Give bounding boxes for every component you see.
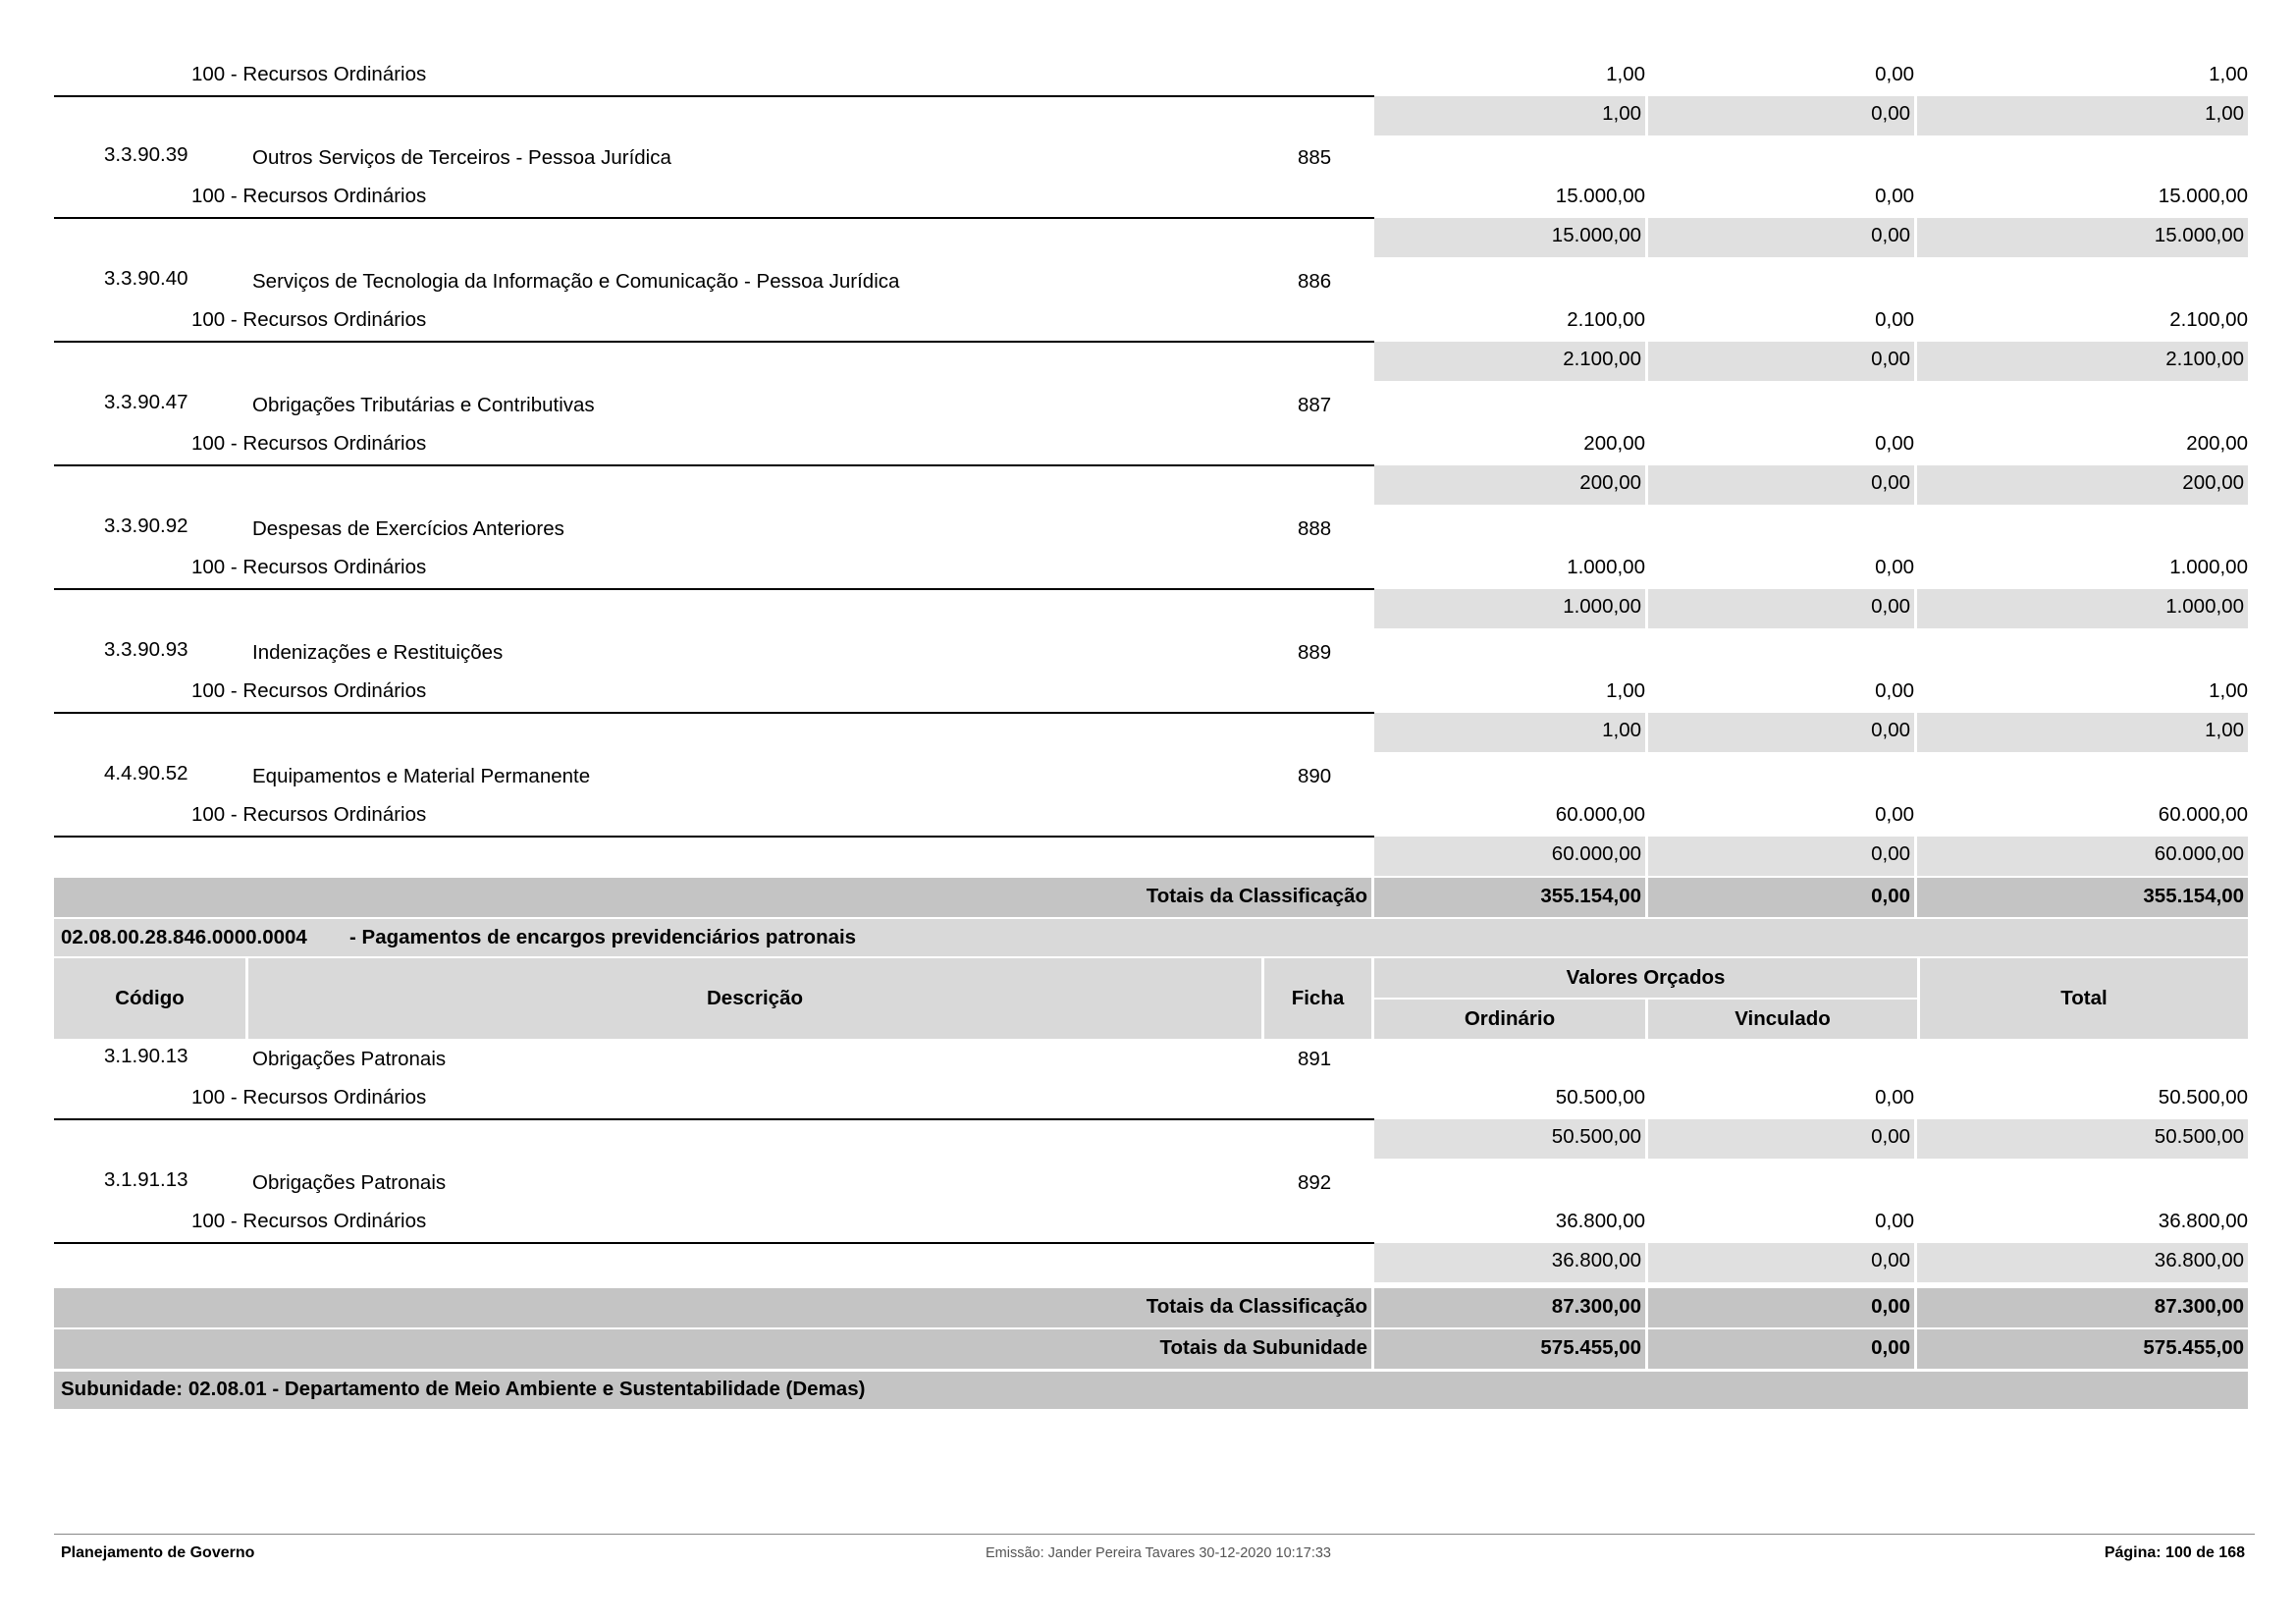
totals-classificacao-label: Totais da Classificação bbox=[1146, 1295, 1367, 1318]
item-descricao: Equipamentos e Material Permanente bbox=[252, 765, 591, 787]
header-valores-orcados: Valores Orçados bbox=[1566, 966, 1726, 989]
separator-line bbox=[54, 341, 1374, 343]
subunidade-title: Subunidade: 02.08.01 - Departamento de Meio Ambiente e Sustentabilidade (Demas) bbox=[61, 1378, 866, 1400]
source-label: 100 - Recursos Ordinários bbox=[191, 432, 427, 455]
subtotal-total: 60.000,00 bbox=[2154, 842, 2244, 865]
separator-line bbox=[54, 836, 1374, 838]
source-label: 100 - Recursos Ordinários bbox=[191, 679, 427, 702]
cell-divider bbox=[1914, 878, 1917, 917]
ordinario-value: 2.100,00 bbox=[1567, 308, 1645, 331]
subtotal-vinculado: 0,00 bbox=[1871, 842, 1910, 865]
totals-classificacao-vinculado: 0,00 bbox=[1871, 885, 1910, 907]
item-codigo: 3.1.91.13 bbox=[104, 1168, 188, 1191]
separator-line bbox=[54, 1242, 1374, 1244]
vinculado-value: 0,00 bbox=[1875, 432, 1914, 455]
item-codigo: 3.3.90.40 bbox=[104, 267, 188, 290]
separator-line bbox=[54, 1118, 1374, 1120]
totals-classificacao-vinculado: 0,00 bbox=[1871, 1295, 1910, 1318]
item-ficha: 891 bbox=[1298, 1048, 1332, 1070]
subtotal-ordinario: 2.100,00 bbox=[1563, 348, 1641, 370]
totals-classificacao-ordinario: 87.300,00 bbox=[1551, 1295, 1641, 1318]
subtotal-vinculado: 0,00 bbox=[1871, 471, 1910, 494]
item-ficha: 890 bbox=[1298, 765, 1332, 787]
subtotal-total: 50.500,00 bbox=[2154, 1125, 2244, 1148]
vinculado-value: 0,00 bbox=[1875, 803, 1914, 826]
separator-line bbox=[54, 95, 1374, 97]
subtotal-ordinario: 60.000,00 bbox=[1551, 842, 1641, 865]
source-label: 100 - Recursos Ordinários bbox=[191, 308, 427, 331]
totals-subunidade-vinculado: 0,00 bbox=[1871, 1336, 1910, 1359]
separator-line bbox=[54, 464, 1374, 466]
source-label: 100 - Recursos Ordinários bbox=[191, 556, 427, 578]
subtotal-total: 1,00 bbox=[2205, 719, 2244, 741]
subtotal-ordinario: 50.500,00 bbox=[1551, 1125, 1641, 1148]
subtotal-ordinario: 200,00 bbox=[1579, 471, 1641, 494]
separator-line bbox=[54, 217, 1374, 219]
classification-code: 02.08.00.28.846.0000.0004 bbox=[61, 926, 307, 948]
header-codigo: Código bbox=[115, 987, 185, 1009]
header-ficha: Ficha bbox=[1291, 987, 1345, 1009]
vinculado-value: 0,00 bbox=[1875, 185, 1914, 207]
totals-classificacao-ordinario: 355.154,00 bbox=[1540, 885, 1641, 907]
cell-divider bbox=[1645, 1288, 1648, 1369]
cell-divider bbox=[1371, 1288, 1374, 1369]
ordinario-value: 1.000,00 bbox=[1567, 556, 1645, 578]
footer-left: Planejamento de Governo bbox=[61, 1544, 255, 1561]
item-codigo: 3.3.90.92 bbox=[104, 514, 188, 537]
totals-classificacao-total: 355.154,00 bbox=[2143, 885, 2244, 907]
subtotal-vinculado: 0,00 bbox=[1871, 1249, 1910, 1271]
source-label: 100 - Recursos Ordinários bbox=[191, 803, 427, 826]
totals-classificacao-label: Totais da Classificação bbox=[1146, 885, 1367, 907]
ordinario-value: 15.000,00 bbox=[1555, 185, 1645, 207]
subtotal-ordinario: 36.800,00 bbox=[1551, 1249, 1641, 1271]
item-codigo: 3.1.90.13 bbox=[104, 1045, 188, 1067]
item-codigo: 3.3.90.47 bbox=[104, 391, 188, 413]
vinculado-value: 0,00 bbox=[1875, 1210, 1914, 1232]
source-label: 100 - Recursos Ordinários bbox=[191, 1086, 427, 1109]
total-value: 1,00 bbox=[2209, 679, 2248, 702]
header-total: Total bbox=[2060, 987, 2108, 1009]
ordinario-value: 60.000,00 bbox=[1555, 803, 1645, 826]
subtotal-ordinario: 1.000,00 bbox=[1563, 595, 1641, 618]
header-descricao: Descrição bbox=[706, 987, 803, 1009]
ordinario-value: 1,00 bbox=[1606, 63, 1645, 85]
source-label: 100 - Recursos Ordinários bbox=[191, 63, 427, 85]
vinculado-value: 0,00 bbox=[1875, 63, 1914, 85]
total-value: 15.000,00 bbox=[2158, 185, 2248, 207]
subtotal-total: 200,00 bbox=[2182, 471, 2244, 494]
subtotal-total: 2.100,00 bbox=[2165, 348, 2244, 370]
footer-rule bbox=[54, 1534, 2255, 1535]
ordinario-value: 50.500,00 bbox=[1555, 1086, 1645, 1109]
footer-emissao: Emissão: Jander Pereira Tavares 30-12-2020 10:17:33 bbox=[986, 1545, 1331, 1561]
item-ficha: 885 bbox=[1298, 146, 1332, 169]
ordinario-value: 200,00 bbox=[1583, 432, 1645, 455]
item-ficha: 886 bbox=[1298, 270, 1332, 293]
item-codigo: 4.4.90.52 bbox=[104, 762, 188, 784]
vinculado-value: 0,00 bbox=[1875, 556, 1914, 578]
classification-title: - Pagamentos de encargos previdenciários patronais bbox=[349, 926, 857, 948]
cell-divider bbox=[1914, 1288, 1917, 1369]
vinculado-value: 0,00 bbox=[1875, 308, 1914, 331]
subtotal-vinculado: 0,00 bbox=[1871, 102, 1910, 125]
item-descricao: Serviços de Tecnologia da Informação e Comunicação - Pessoa Jurídica bbox=[252, 270, 900, 293]
total-value: 50.500,00 bbox=[2158, 1086, 2248, 1109]
subtotal-total: 15.000,00 bbox=[2154, 224, 2244, 246]
total-value: 200,00 bbox=[2186, 432, 2248, 455]
source-label: 100 - Recursos Ordinários bbox=[191, 185, 427, 207]
total-value: 1,00 bbox=[2209, 63, 2248, 85]
ordinario-value: 1,00 bbox=[1606, 679, 1645, 702]
total-value: 60.000,00 bbox=[2158, 803, 2248, 826]
separator-line bbox=[54, 712, 1374, 714]
subtotal-ordinario: 1,00 bbox=[1602, 102, 1641, 125]
ordinario-value: 36.800,00 bbox=[1555, 1210, 1645, 1232]
subtotal-vinculado: 0,00 bbox=[1871, 719, 1910, 741]
item-descricao: Obrigações Tributárias e Contributivas bbox=[252, 394, 595, 416]
item-codigo: 3.3.90.39 bbox=[104, 143, 188, 166]
source-label: 100 - Recursos Ordinários bbox=[191, 1210, 427, 1232]
separator-line bbox=[54, 588, 1374, 590]
total-value: 36.800,00 bbox=[2158, 1210, 2248, 1232]
item-ficha: 888 bbox=[1298, 517, 1332, 540]
cell-divider bbox=[1645, 878, 1648, 917]
subtotal-total: 36.800,00 bbox=[2154, 1249, 2244, 1271]
cell-divider bbox=[1371, 878, 1374, 917]
subtotal-vinculado: 0,00 bbox=[1871, 1125, 1910, 1148]
totals-subunidade-ordinario: 575.455,00 bbox=[1540, 1336, 1641, 1359]
header-ordinario: Ordinário bbox=[1464, 1007, 1556, 1030]
item-descricao: Outros Serviços de Terceiros - Pessoa Jurídica bbox=[252, 146, 671, 169]
item-descricao: Indenizações e Restituições bbox=[252, 641, 504, 664]
item-ficha: 889 bbox=[1298, 641, 1332, 664]
footer-page: Página: 100 de 168 bbox=[2104, 1544, 2245, 1561]
header-vinculado: Vinculado bbox=[1735, 1007, 1831, 1030]
vinculado-value: 0,00 bbox=[1875, 1086, 1914, 1109]
total-value: 1.000,00 bbox=[2169, 556, 2248, 578]
subtotal-ordinario: 15.000,00 bbox=[1551, 224, 1641, 246]
header-divider bbox=[1374, 998, 1917, 1000]
vinculado-value: 0,00 bbox=[1875, 679, 1914, 702]
totals-subunidade-total: 575.455,00 bbox=[2143, 1336, 2244, 1359]
item-descricao: Obrigações Patronais bbox=[252, 1048, 447, 1070]
subtotal-total: 1,00 bbox=[2205, 102, 2244, 125]
item-descricao: Despesas de Exercícios Anteriores bbox=[252, 517, 564, 540]
item-descricao: Obrigações Patronais bbox=[252, 1171, 447, 1194]
item-ficha: 892 bbox=[1298, 1171, 1332, 1194]
totals-classificacao-total: 87.300,00 bbox=[2154, 1295, 2244, 1318]
subtotal-total: 1.000,00 bbox=[2165, 595, 2244, 618]
subtotal-vinculado: 0,00 bbox=[1871, 348, 1910, 370]
subtotal-vinculado: 0,00 bbox=[1871, 224, 1910, 246]
subtotal-ordinario: 1,00 bbox=[1602, 719, 1641, 741]
totals-subunidade-label: Totais da Subunidade bbox=[1159, 1336, 1367, 1359]
subtotal-vinculado: 0,00 bbox=[1871, 595, 1910, 618]
item-ficha: 887 bbox=[1298, 394, 1332, 416]
item-codigo: 3.3.90.93 bbox=[104, 638, 188, 661]
total-value: 2.100,00 bbox=[2169, 308, 2248, 331]
